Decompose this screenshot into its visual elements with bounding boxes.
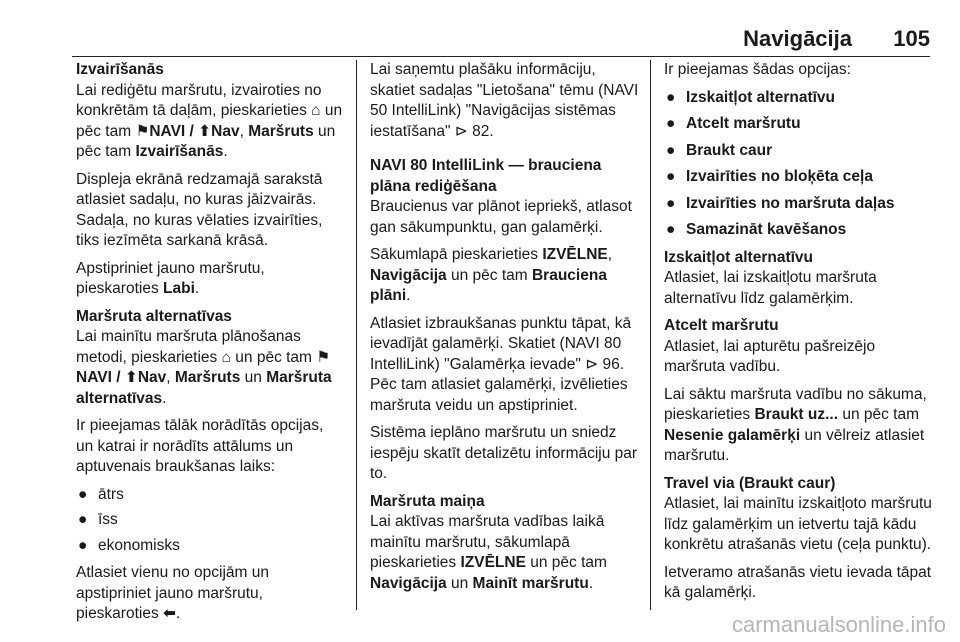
navi-label: NAVI	[76, 369, 112, 386]
list-item-text: Izskaitļot alternatīvu	[686, 88, 836, 106]
text: Sākumlapā pieskarieties	[370, 246, 543, 263]
trip-paragraph-2	[370, 245, 642, 307]
navigacija-label: Navigācija	[370, 266, 447, 284]
bullet: ●	[78, 536, 88, 554]
text: Apstipriniet jauno maršrutu, pieskaroties	[76, 259, 265, 297]
page-ref: 96	[602, 355, 620, 373]
text: un pēc tam	[838, 406, 920, 423]
list-item-text: ātrs	[98, 485, 124, 503]
section-travel-via	[664, 474, 936, 604]
bullet: ●	[666, 194, 676, 212]
marsruts-label: Maršruts	[248, 122, 314, 140]
cancel-heading: Atcelt maršrutu	[664, 317, 779, 334]
list-item-text: ekonomisks	[98, 536, 180, 554]
text: . Pēc tam atlasiet galamērķi, izvēlieties maršruta veidu un apstipriniet.	[370, 355, 628, 414]
column-1	[76, 60, 344, 632]
section-avoid	[76, 60, 344, 300]
comma: ,	[166, 369, 175, 386]
text: un vēlreiz atlasiet maršrutu.	[664, 426, 925, 464]
section-title: Navigācija	[743, 26, 852, 51]
text: un	[240, 369, 267, 386]
text: un pēc tam	[76, 122, 336, 160]
text: Atlasiet izbraukšanas punktu tāpat, kā ievadījāt galamērķi. Skatiet (NAVI 80 IntelliLink) "Galamērķa ievade"	[370, 314, 632, 373]
bullet: ●	[666, 141, 676, 159]
flag-icon: ⚑	[316, 348, 331, 366]
list-item-text: Izvairīties no bloķēta ceļa	[686, 168, 873, 185]
via-paragraph-2: Ietveramo atrašanās vietu ievada tāpat kā galamērķi.	[664, 563, 932, 601]
list-item	[76, 485, 344, 506]
cancel-paragraph-1: Atlasiet, lai apturētu pašreizējo maršruta vadību.	[664, 337, 876, 375]
change-route-label: Mainīt maršrutu	[472, 574, 589, 592]
navi-label: NAVI	[149, 122, 186, 140]
calc-heading: Izskaitļot alternatīvu	[664, 248, 814, 266]
text: un pēc tam	[446, 266, 532, 284]
list-item	[76, 536, 344, 557]
list-item	[76, 510, 344, 531]
list-item	[664, 194, 936, 215]
text: un	[446, 574, 473, 592]
text: un pēc tam	[76, 102, 343, 140]
page-ref: 82.	[472, 122, 494, 140]
period: .	[588, 574, 594, 592]
column-divider-1	[356, 60, 357, 610]
alt-heading: Maršruta alternatīvas	[76, 307, 232, 325]
text: Lai sāktu maršruta vadību no sākuma, pieskarieties	[664, 385, 927, 423]
reference-icon: ⊳	[454, 122, 468, 140]
comma: ,	[607, 246, 613, 263]
recent-destinations-label: Nesenie galamērķi	[664, 426, 801, 444]
home-icon: ⌂	[221, 348, 231, 366]
text: Lai saņemtu plašāku informāciju, skatiet sadaļas "Lietošana" tēmu (NAVI 50 IntelliLink) "Navigācijas sistēmas iestatīšana"	[370, 61, 639, 140]
section-calc-alternative	[664, 248, 936, 310]
period: .	[176, 605, 181, 622]
trip-paragraph-1: Braucienus var plānot iepriekš, atlasot gan sākumpunktu, gan galamērķi.	[370, 198, 632, 236]
section-cancel-route	[664, 316, 936, 467]
nav-label: Nav	[211, 122, 240, 140]
trip-heading: NAVI 80 IntelliLink — brauciena plāna rediģēšana	[370, 157, 602, 195]
bullet: ●	[666, 168, 676, 185]
bullet: ●	[78, 511, 88, 528]
route-change-options-list	[664, 88, 936, 241]
column-3	[664, 60, 936, 611]
back-icon: ⬅	[163, 605, 177, 622]
text: Lai rediģētu maršrutu, izvairoties no konkrētām tā daļām, pieskarieties	[76, 81, 322, 119]
column-2	[370, 60, 642, 601]
nav-arrow-icon: ⬆	[198, 122, 212, 140]
period: .	[194, 280, 200, 297]
alt-options-list	[76, 485, 344, 557]
reference-icon: ⊳	[585, 355, 599, 373]
text: un pēc tam	[525, 554, 607, 571]
marsruts-label: Maršruts	[174, 369, 241, 386]
list-item-text: īss	[98, 511, 118, 528]
via-paragraph-1: Atlasiet, lai mainītu izskaitļoto maršrutu līdz galamērķim un ietvertu tajā kādu konkrētu atrašanās vietu (ceļa punktu).	[664, 495, 932, 553]
flag-icon: ⚑	[135, 122, 150, 140]
change-paragraph-1	[370, 512, 642, 594]
labi-label: Labi	[163, 280, 195, 297]
page-header	[0, 26, 960, 54]
text: un pēc tam	[230, 348, 317, 366]
bullet: ●	[666, 115, 676, 132]
slash: /	[111, 369, 125, 386]
change-heading: Maršruta maiņa	[370, 492, 485, 510]
page-number: 105	[893, 26, 930, 51]
nav-arrow-icon: ⬆	[124, 369, 138, 386]
calc-paragraph-1: Atlasiet, lai izskaitļotu maršruta alternatīvu līdz galamērķim.	[664, 269, 877, 307]
bullet: ●	[666, 221, 676, 238]
izvelne-label: IZVĒLNE	[542, 246, 608, 263]
column-divider-2	[650, 60, 651, 610]
navigacija-label: Navigācija	[370, 574, 447, 592]
list-item	[664, 167, 936, 188]
trip-paragraph-4: Sistēma ieplāno maršrutu un sniedz iespēju skatīt detalizētu informāciju par to.	[370, 424, 638, 482]
alt-paragraph-1	[76, 327, 344, 409]
section-trip-plan	[370, 156, 642, 485]
bullet: ●	[666, 88, 676, 106]
avoid-paragraph-1	[76, 81, 344, 163]
izvairisanas-label: Izvairīšanās	[135, 143, 224, 160]
slash: /	[185, 122, 199, 140]
avoid-paragraph-2: Displeja ekrānā redzamajā sarakstā atlasiet sadaļu, no kuras jāizvairās. Sadaļa, no kuras vēlaties izvairīties, tiks iezīmēta sarkanā krāsā.	[76, 170, 323, 249]
via-heading: Travel via (Braukt caur)	[664, 474, 836, 492]
list-item-text: Samazināt kavēšanos	[686, 221, 847, 238]
text: Lai mainītu maršruta plānošanas metodi, pieskarieties	[76, 328, 301, 366]
alt-paragraph-2: Ir pieejamas tālāk norādītās opcijas, un katrai ir norādīts attālums un aptuvenais braukšanas laiks:	[76, 417, 324, 475]
route-alternatives-label: Maršruta alternatīvas	[76, 369, 332, 407]
trip-paragraph-3	[370, 314, 642, 417]
bullet: ●	[78, 485, 88, 503]
list-item-text: Izvairīties no maršruta daļas	[686, 194, 895, 212]
izvelne-label: IZVĒLNE	[460, 554, 526, 571]
watermark: carmanualsonline.info	[731, 612, 946, 637]
header-rule	[72, 56, 930, 57]
avoid-paragraph-3	[76, 259, 344, 300]
drive-to-label: Braukt uz...	[754, 406, 839, 423]
section-route-alternatives	[76, 307, 344, 625]
alt-paragraph-3	[76, 563, 344, 625]
col3-intro: Ir pieejamas šādas opcijas:	[664, 61, 851, 78]
comma: ,	[239, 122, 249, 140]
list-item	[664, 88, 936, 109]
avoid-heading: Izvairīšanās	[76, 61, 164, 78]
trip-plans-label: Brauciena plāni	[370, 266, 607, 304]
home-icon: ⌂	[311, 102, 321, 119]
col2-intro	[370, 60, 642, 142]
text: Atlasiet vienu no opcijām un apstipriniet jauno maršrutu, pieskaroties	[76, 564, 270, 622]
text: Lai aktīvas maršruta vadības laikā mainītu maršrutu, sākumlapā pieskarieties	[370, 513, 605, 571]
list-item-text: Braukt caur	[686, 141, 773, 159]
period: .	[162, 389, 167, 407]
list-item	[664, 220, 936, 241]
period: .	[223, 143, 228, 160]
cancel-paragraph-2	[664, 385, 936, 467]
period: .	[406, 287, 411, 304]
nav-label: Nav	[137, 369, 167, 386]
list-item	[664, 114, 936, 135]
list-item-text: Atcelt maršrutu	[686, 115, 801, 132]
list-item	[664, 141, 936, 162]
section-route-change	[370, 492, 642, 595]
